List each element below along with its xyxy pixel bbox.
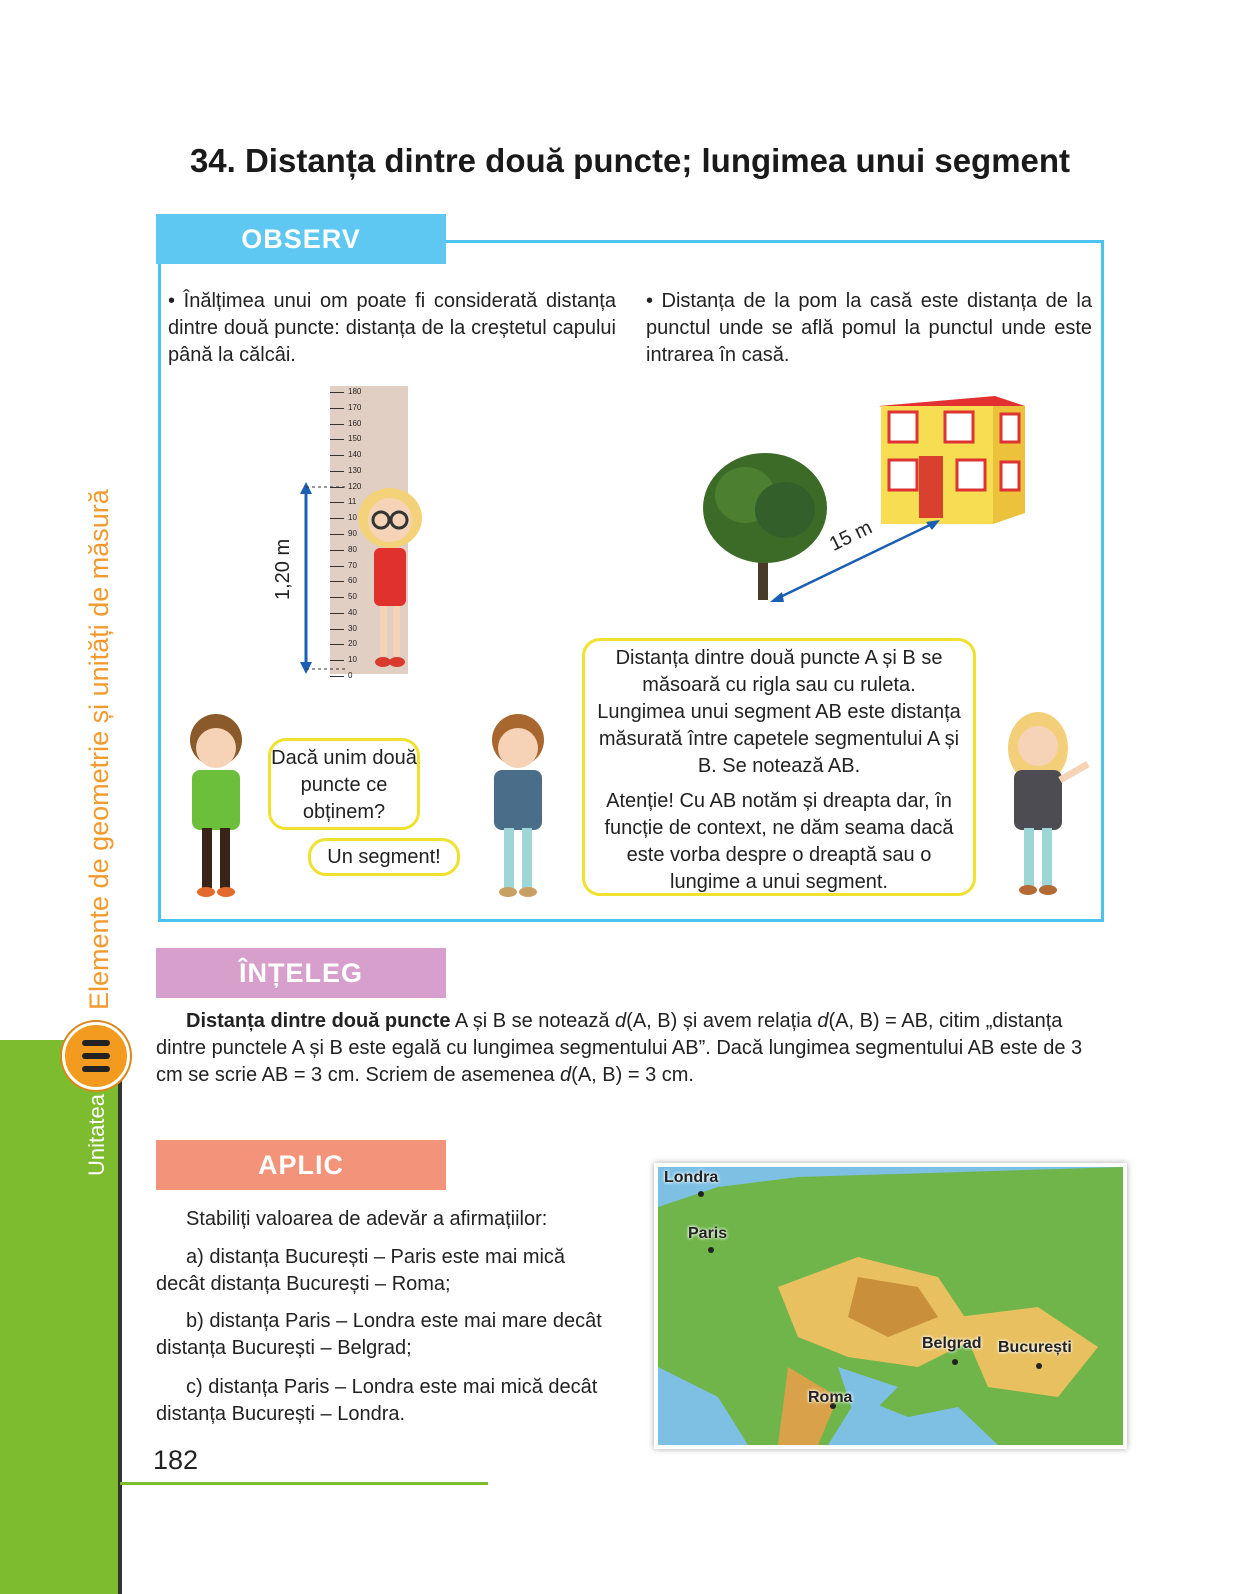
distance-label: 15 m [826, 516, 876, 556]
ruler-tick-label: 40 [348, 607, 357, 617]
speech-bubble-question: Dacă unim două puncte ce obținem? [268, 738, 420, 830]
ruler-tick-line [330, 471, 344, 472]
inteleg-text-4: (A, B) = 3 cm. [571, 1064, 694, 1086]
ruler-tick-label: 70 [348, 560, 357, 570]
ruler-tick-label: 80 [348, 544, 357, 554]
inteleg-bold-term: Distanța dintre două puncte [186, 1010, 451, 1032]
ruler-tick-label: 140 [348, 450, 362, 460]
inteleg-text [156, 1008, 1104, 1089]
ruler-tick-line [330, 424, 344, 425]
ruler-tick-line [330, 408, 344, 409]
boy-right-illustration [478, 710, 558, 900]
inteleg-d-1: d [615, 1010, 627, 1032]
city-dot-paris [708, 1247, 714, 1253]
ruler-tick-label: 160 [348, 418, 362, 428]
city-dot-belgrad [952, 1359, 958, 1365]
page-number: 182 [153, 1445, 199, 1475]
ruler-tick-line [330, 455, 344, 456]
inteleg-d-3: d [560, 1064, 572, 1086]
map-terrain [658, 1167, 1123, 1445]
girl-illustration [350, 480, 430, 675]
observ-header: OBSERV [156, 214, 446, 264]
city-dot-londra [698, 1191, 704, 1197]
page-title: 34. Distanța dintre două puncte; lungimea unui segment [189, 142, 1071, 179]
boy-left-illustration [176, 710, 256, 900]
chapter-title: Elemente de geometrie și unități de măsură [84, 489, 114, 1010]
girl-right-illustration [998, 708, 1098, 898]
inteleg-d-2: d [817, 1010, 829, 1032]
ruler-tick-label: 20 [348, 639, 357, 649]
ruler-tick-label: 120 [348, 481, 362, 491]
europe-map [654, 1163, 1127, 1449]
aplic-item-b: b) distanța Paris – Londra este mai mare decât distanța București – Belgrad; [156, 1310, 602, 1359]
ruler-tick-line [330, 392, 344, 393]
info-paragraph-2: Atenție! Cu AB notăm și dreapta dar, în funcție de context, ne dăm seama dacă este vorba despre o dreaptă sau o lungime a unui segment. [604, 790, 954, 893]
aplic-item-c: c) distanța Paris – Londra este mai mică decât distanța București – Londra. [156, 1376, 598, 1425]
aplic-header: APLIC [156, 1140, 446, 1190]
ruler-tick-label: 90 [348, 529, 357, 538]
house-illustration [875, 388, 1030, 528]
aplic-intro: Stabiliți valoarea de adevăr a afirmațiilor: [186, 1208, 548, 1230]
observ-left-text: • Înălțimea unui om poate fi considerată distanța dintre două puncte: distanța de la creștetul capului până la călcâi. [168, 290, 616, 366]
ruler-tick-label: 180 [348, 387, 362, 396]
footer-line [120, 1482, 488, 1485]
city-label-paris: Paris [688, 1225, 728, 1242]
unit-number-badge [62, 1022, 130, 1090]
ruler-tick-line [330, 676, 344, 677]
inteleg-text-3: (A, B) = AB, citim „distanța dintre punctele A și B este egală cu lungimea segmentului AB”. Dacă lungimea segmentului AB este de 3 cm se scrie AB = 3 cm. Scriem de asemenea [156, 1010, 1083, 1086]
city-dot-bucuresti [1036, 1363, 1042, 1369]
ruler-tick-label: 30 [348, 623, 357, 633]
unit-label: Unitatea [84, 1094, 109, 1176]
city-label-bucuresti: București [998, 1339, 1072, 1356]
ruler-tick-label: 10 [348, 655, 357, 665]
ruler-tick-label: 10 [348, 513, 357, 523]
ruler-tick-label: 11 [348, 497, 357, 507]
height-label: 1,20 m [272, 538, 294, 600]
inteleg-header: ÎNȚELEG [156, 948, 446, 998]
ruler-tick-label: 50 [348, 592, 357, 602]
city-label-belgrad: Belgrad [922, 1335, 982, 1352]
ruler-tick-label: 0 [348, 671, 353, 680]
observ-right-text: • Distanța de la pom la casă este distanța de la punctul unde se află pomul la punctul unde este intrarea în casă. [646, 290, 1092, 366]
ruler-tick-label: 150 [348, 434, 362, 444]
speech-bubble-answer: Un segment! [308, 838, 460, 876]
inteleg-text-1: A și B se notează [450, 1010, 616, 1032]
unit-side-line [118, 1040, 122, 1594]
city-label-londra: Londra [664, 1169, 719, 1186]
ruler-tick-label: 130 [348, 465, 362, 475]
aplic-item-a: a) distanța București – Paris este mai mică decât distanța București – Roma; [156, 1246, 566, 1295]
ruler-tick-line [330, 439, 344, 440]
inteleg-text-2: (A, B) și avem relația [626, 1010, 818, 1032]
city-label-roma: Roma [808, 1389, 853, 1406]
ruler-tick-label: 60 [348, 576, 357, 586]
speech-bubble-info [582, 638, 976, 896]
ruler-tick-label: 170 [348, 402, 362, 412]
info-paragraph-1: Distanța dintre două puncte A și B se măsoară cu rigla sau cu ruleta. Lungimea unui segment AB este distanța măsurată între capetele segmentului A și B. Se notează AB. [597, 647, 961, 777]
